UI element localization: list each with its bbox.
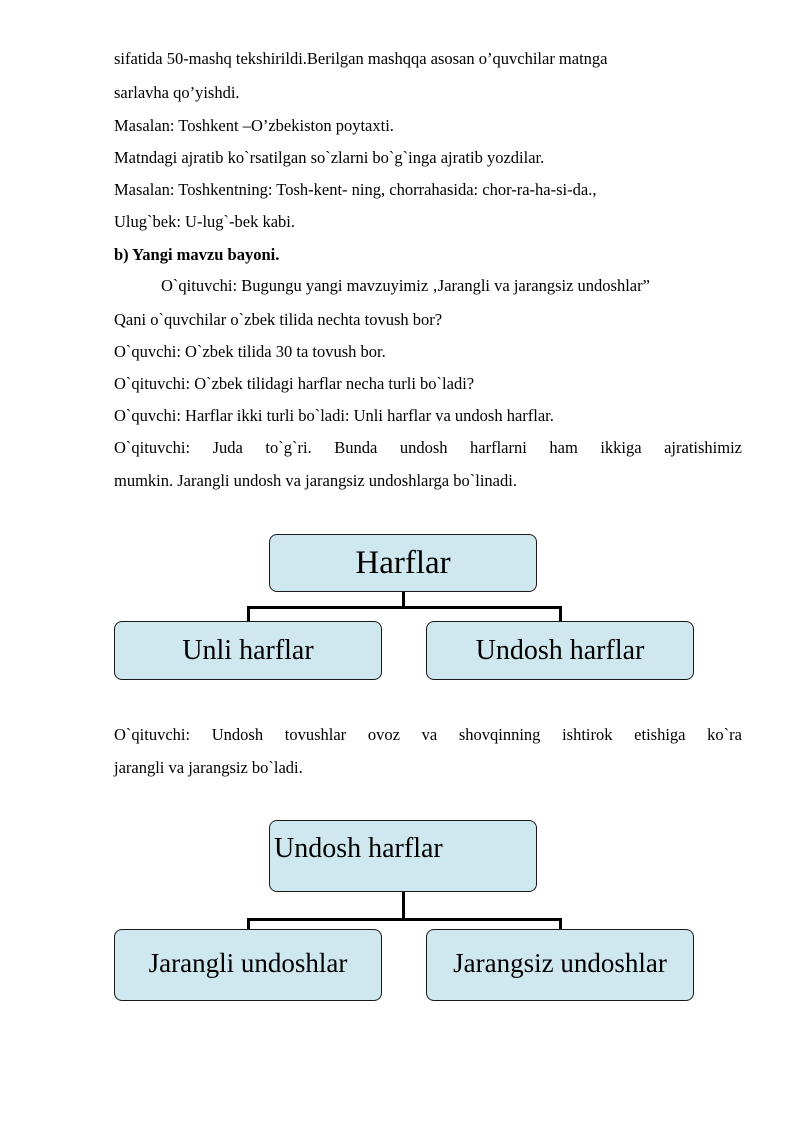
connector-line <box>402 892 405 921</box>
diagram-child-label: Undosh harflar <box>475 634 645 666</box>
diagram-root-label: Undosh harflar <box>274 833 443 864</box>
connector-line <box>247 606 250 622</box>
paragraph-line: O`quvchi: Harflar ikki turli bo`ladi: Unli harflar va undosh harflar. <box>114 406 554 425</box>
diagram-root-box <box>269 820 537 892</box>
paragraph-line: mumkin. Jarangli undosh va jarangsiz undoshlarga bo`linadi. <box>114 471 517 490</box>
diagram-child-box <box>426 621 694 680</box>
diagram-child-box <box>114 621 382 680</box>
paragraph-line: Masalan: Toshkentning: Tosh-kent- ning, chorrahasida: chor-ra-ha-si-da., <box>114 180 597 199</box>
paragraph-line: O`qituvchi: Juda to`g`ri. Bunda undosh harflarni ham ikkiga ajratishimiz <box>114 438 742 457</box>
diagram-child-label: Unli harflar <box>182 634 314 666</box>
paragraph-line: O`qituvchi: Bugungu yangi mavzuyimiz ‚Jarangli va jarangsiz undoshlar” <box>161 276 650 295</box>
paragraph-line: Ulug`bek: U-lug`-bek kabi. <box>114 212 295 231</box>
paragraph-line: Matndagi ajratib ko`rsatilgan so`zlarni bo`g`inga ajratib yozdilar. <box>114 148 545 167</box>
diagram-child-label: Jarangli undoshlar <box>148 947 348 978</box>
connector-line <box>247 918 562 921</box>
diagram-child-box <box>426 929 694 1001</box>
connector-line <box>247 606 562 609</box>
paragraph-line: sifatida 50-mashq tekshirildi.Berilgan mashqqa asosan o’quvchilar matnga <box>114 49 608 68</box>
paragraph-line: Qani o`quvchilar o`zbek tilida nechta tovush bor? <box>114 310 443 329</box>
paragraph-line: Masalan: Toshkent –O’zbekiston poytaxti. <box>114 116 394 135</box>
paragraph-line: jarangli va jarangsiz bo`ladi. <box>114 758 303 777</box>
paragraph-line: sarlavha qo’yishdi. <box>114 83 240 102</box>
connector-line <box>559 606 562 622</box>
diagram-child-box <box>114 929 382 1001</box>
paragraph-line: O`quvchi: O`zbek tilida 30 ta tovush bor. <box>114 342 386 361</box>
section-heading: b) Yangi mavzu bayoni. <box>114 245 280 264</box>
diagram-root-box <box>269 534 537 592</box>
diagram-root-label: Harflar <box>355 544 451 581</box>
paragraph-line: O`qituvchi: Undosh tovushlar ovoz va shovqinning ishtirok etishiga ko`ra <box>114 725 742 744</box>
diagram-child-label: Jarangsiz undoshlar <box>453 947 667 978</box>
paragraph-line: O`qituvchi: O`zbek tilidagi harflar necha turli bo`ladi? <box>114 374 475 393</box>
